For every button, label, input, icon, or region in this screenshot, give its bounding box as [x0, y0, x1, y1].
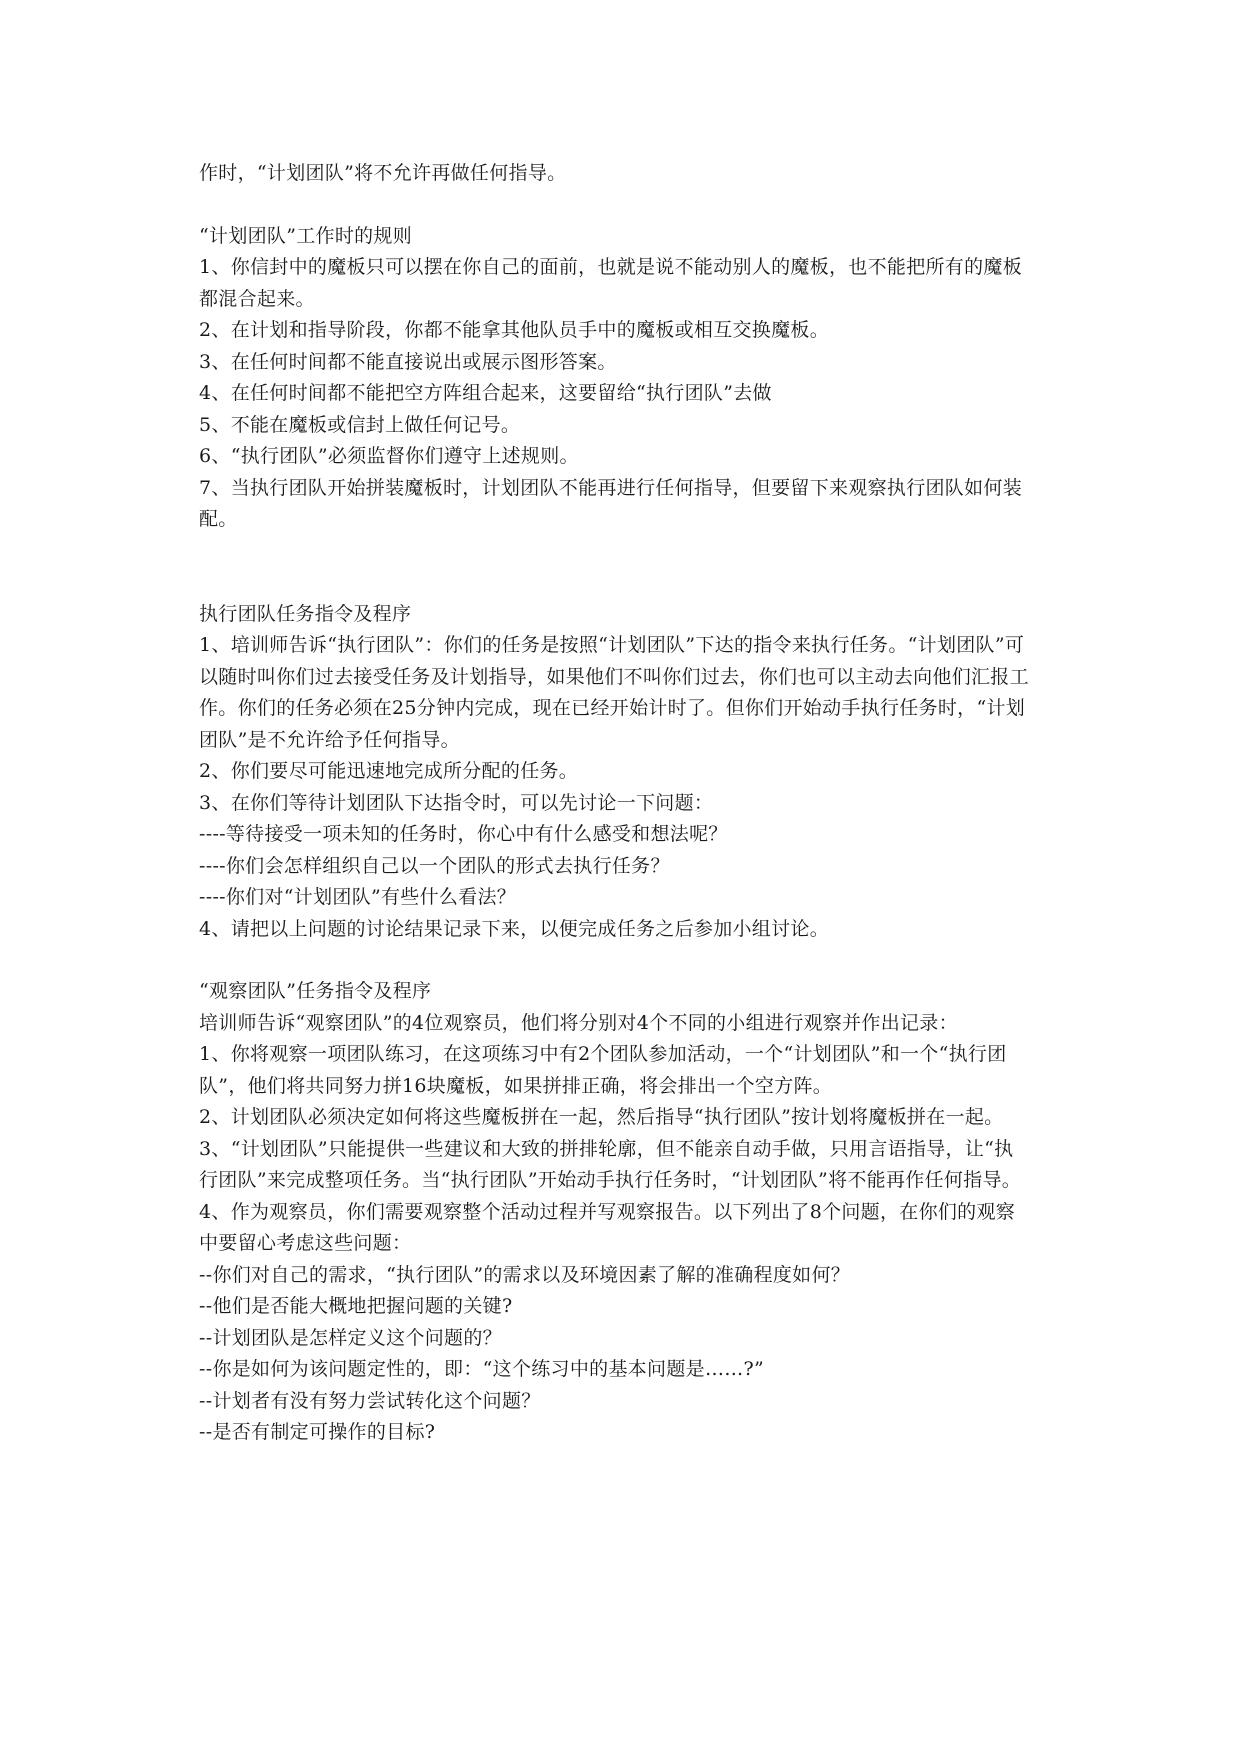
list-item: 1、培训师告诉“执行团队”：你们的任务是按照“计划团队”下达的指令来执行任务。“计划团队”可以随时叫你们过去接受任务及计划指导，如果他们不叫你们过去，你们也可以主动去向他们汇报工作。你们的任务必须在25分钟内完成，现在已经开始计时了。但你们开始动手执行任务时，“计划团队”是不允许给予任何指导。 [199, 634, 1029, 751]
list-item: --是否有制定可操作的目标? [199, 1421, 436, 1443]
list-item: 培训师告诉“观察团队”的4位观察员，他们将分别对4个不同的小组进行观察并作出记录： [199, 1011, 958, 1034]
spacer [199, 945, 1029, 976]
list-item: 4、请把以上问题的讨论结果记录下来，以便完成任务之后参加小组讨论。 [199, 917, 829, 940]
list-item: ----你们对“计划团队”有些什么看法？ [199, 886, 517, 908]
document-body [199, 158, 1029, 1449]
section-heading-execution-team: 执行团队任务指令及程序 [199, 602, 412, 625]
section-heading-planning-rules: “计划团队”工作时的规则 [199, 224, 413, 247]
list-item: --计划者有没有努力尝试转化这个问题？ [199, 1389, 541, 1412]
list-item: 5、不能在魔板或信封上做任何记号。 [199, 413, 521, 436]
list-item: 1、你信封中的魔板只可以摆在你自己的面前，也就是说不能动别人的魔板，也不能把所有的魔板都混合起来。 [199, 256, 1022, 310]
list-item: 2、计划团队必须决定如何将这些魔板拼在一起，然后指导“执行团队”按计划将魔板拼在一起。 [199, 1106, 1004, 1128]
list-item: 3、“计划团队”只能提供一些建议和大致的拼排轮廓，但不能亲自动手做，只用言语指导，让“执行团队”来完成整项任务。当“执行团队”开始动手执行任务时，“计划团队”将不能再作任何指导。 [199, 1137, 1022, 1191]
spacer [199, 190, 1029, 221]
list-item: 4、作为观察员，你们需要观察整个活动过程并写观察报告。以下列出了8个问题，在你们的观察中要留心考虑这些问题： [199, 1200, 1016, 1254]
list-item: 4、在任何时间都不能把空方阵组合起来，这要留给“执行团队”去做 [199, 382, 772, 404]
list-item: 3、在你们等待计划团队下达指令时，可以先讨论一下问题： [199, 791, 714, 814]
list-item: ----等待接受一项未知的任务时，你心中有什么感受和想法呢？ [199, 823, 728, 845]
list-item: --你是如何为该问题定性的，即：“这个练习中的基本问题是……?” [199, 1358, 765, 1380]
list-item: 2、在计划和指导阶段，你都不能拿其他队员手中的魔板或相互交换魔板。 [199, 319, 829, 341]
spacer [199, 536, 1029, 599]
list-item: 7、当执行团队开始拼装魔板时，计划团队不能再进行任何指导，但要留下来观察执行团队如何装配。 [199, 476, 1022, 530]
section-heading-observer-team: “观察团队”任务指令及程序 [199, 980, 432, 1002]
list-item: --你们对自己的需求，“执行团队”的需求以及环境因素了解的准确程度如何？ [199, 1263, 851, 1286]
list-item: 1、你将观察一项团队练习，在这项练习中有2个团队参加活动，一个“计划团队”和一个“执行团队”，他们将共同努力拼16块魔板，如果拼排正确，将会排出一个空方阵。 [199, 1043, 1007, 1097]
list-item: 2、你们要尽可能迅速地完成所分配的任务。 [199, 760, 579, 782]
list-item: --计划团队是怎样定义这个问题的？ [199, 1326, 502, 1349]
list-item: --他们是否能大概地把握问题的关键? [199, 1295, 513, 1317]
list-item: 3、在任何时间都不能直接说出或展示图形答案。 [199, 350, 617, 373]
list-item: 6、“执行团队”必须监督你们遵守上述规则。 [199, 445, 579, 467]
intro-line: 作时，“计划团队”将不允许再做任何指导。 [199, 162, 567, 184]
list-item: ----你们会怎样组织自己以一个团队的形式去执行任务？ [199, 854, 670, 877]
